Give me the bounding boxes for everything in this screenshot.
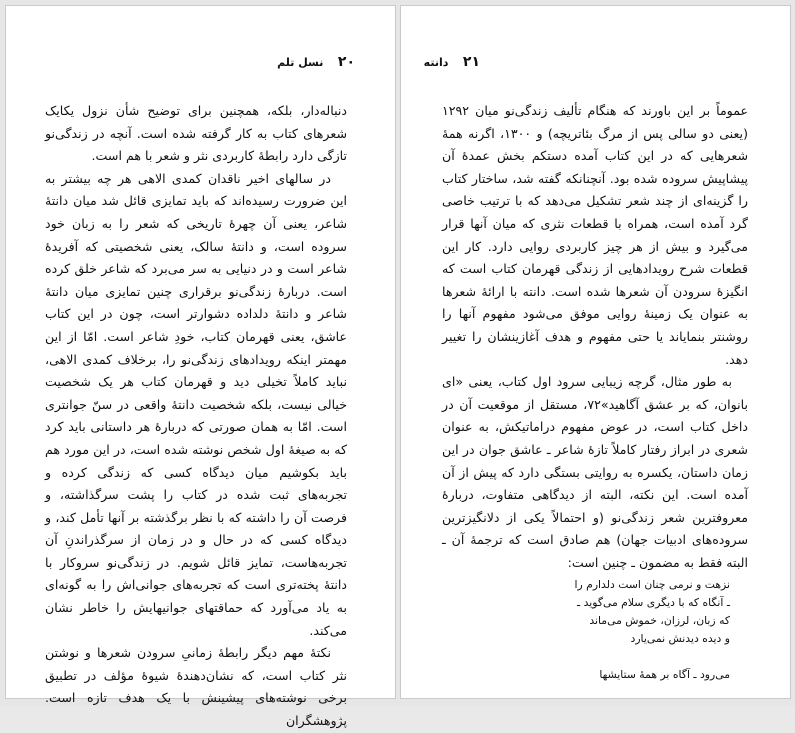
paragraph: عموماً بر این باورند که هنگام تألیف زندگی‌نو میان ۱۲۹۲ (یعنی دو سالی پس از مرگ بئاتریچه) و ۱۳۰۰، اگرنه همهٔ شعرهایی که در این کتاب آمده دستکم بخش عمدهٔ آن پیشاپیش سروده شده بود. آنچنانکه گفته شد، ساختار کتاب را گزینه‌ای از چند شعر تشکیل می‌دهد که با ترتیب خاصی گرد آمده است، همراه با قطعات نثری که میان آنها قرار می‌گیرد و بیش از هر چیز کاربردی روایی دارد. کار این قطعات شرح رویدادهایی از زندگی قهرمان کتاب است که انگیزهٔ سرودن آن شعرها شده است. دانته با ارائهٔ شعرها به عنوان یک زمینهٔ روایی موفق می‌شود مفهوم آنها را روشنتر بنمایاند یا حتی مفهوم و هدف آغازینشان را تغییر دهد. (442, 103, 748, 367)
paragraph: نکتهٔ مهم دیگر رابطهٔ زمانیِ سرودن شعرها و نوشتن نثر کتاب است، که نشان‌دهندهٔ شیوهٔ مؤلف در تطبیق برخی نوشته‌های پیشینش با یک هدف تازه است. پژوهشگران (45, 645, 347, 729)
paragraph: به طور مثال، گرچه زیبایی سرود اول کتاب، یعنی «ای بانوان، که بر عشق آگاهید»۷۲، مستقل از موقعیت آن در داخل کتاب است، در عوض مفهوم دراماتیکش، به عنوان شعری در ابراز رفتار کاملاً تازهٔ شاعر ـ عاشق جوان در این زمان داستان، یکسره به روایتی بستگی دارد که پیش از آن آمده است. این نکته، البته از دیدگاهی متفاوت، دربارهٔ معروفترین شعر زندگی‌نو (و احتمالاً یکی از دلانگیزترین سروده‌های ادبیات جهان) هم صادق است که ترجمهٔ آن ـ البته فقط به مضمون ـ چنین است: (442, 374, 748, 570)
page-body (442, 100, 748, 684)
paragraph: دنباله‌دار، بلکه، همچنین برای توضیح شأن نزول یکایک شعرهای کتاب به کار گرفته شده است. آنچه در زندگی‌نو تازگی دارد رابطهٔ کاربردی نثر و شعر با هم است. (45, 103, 347, 164)
page-number: ۲۰ (337, 54, 355, 70)
poem-line: که زبان، لرزان، خموش می‌ماند (589, 614, 730, 628)
poem-quote (442, 576, 748, 684)
running-title: دانته (423, 56, 449, 69)
paragraph: در سالهای اخیر ناقدان کمدی الاهی هر چه بیشتر به این ضرورت رسیده‌اند که باید تمایزی قائل شد میان دانتهٔ شاعر، یعنی آن چهرهٔ تاریخی که شعر را به زبان خود سروده است، و دانتهٔ سالک، یعنی شخصیتی که آفریدهٔ شاعر است و در دنیایی به سر می‌برد که شاعر خلق کرده است. دربارهٔ زندگی‌نو برقراری چنین تمایزی میان دانتهٔ شاعر و دانتهٔ دلداده دشوارتر است، چون در این کتاب عاشق، یعنی قهرمان کتاب، خودِ شاعر است. امّا از این مهمتر اینکه رویدادهای زندگی‌نو را، برخلاف کمدی الاهی، نباید کاملاً تخیلی دید و قهرمان کتاب هر یک شخصیت خیالی نیست، بلکه شخصیت دانتهٔ واقعی در سنّ جوانتری است. امّا به همان صورتی که دربارهٔ هر داستانی باید کرد که به صیغهٔ اول شخص نوشته شده است، در این مورد هم باید بکوشیم میان دیدگاه کسی که زندگی کرده و تجربه‌های ثبت شده در کتاب را پشت سرگذاشته، و فرصت آن را داشته که با نظر برگذشته بر آنها تأمل کند، و دیدگاه کسی که در حال و در زمان از سرگذراندنِ آن تجربه‌هاست، تمایز قائل شویم. در زندگی‌نو سروکار با دانتهٔ پخته‌تری است که تجربه‌های جوانی‌اش را به گونه‌ای به یاد می‌آورد که حماقتهای جوانیهایش را خاطر نشان می‌کند. (45, 170, 347, 638)
running-title: نسل تلم (277, 56, 324, 69)
page-header (277, 54, 355, 70)
page-number: ۲۱ (462, 54, 480, 70)
left-page (5, 5, 396, 729)
page-body (45, 100, 347, 733)
poem-line: نزهت و نرمی چنان است دلدارم را (574, 578, 730, 592)
page-header (424, 54, 480, 70)
poem-line: می‌رود ـ آگاه بر همهٔ ستایشها (599, 668, 730, 682)
poem-line: ـ آنگاه که با دیگری سلام می‌گوید ـ (576, 596, 730, 610)
right-page (400, 5, 791, 699)
poem-line: و دیده دیدنش نمی‌یارد (630, 632, 730, 646)
